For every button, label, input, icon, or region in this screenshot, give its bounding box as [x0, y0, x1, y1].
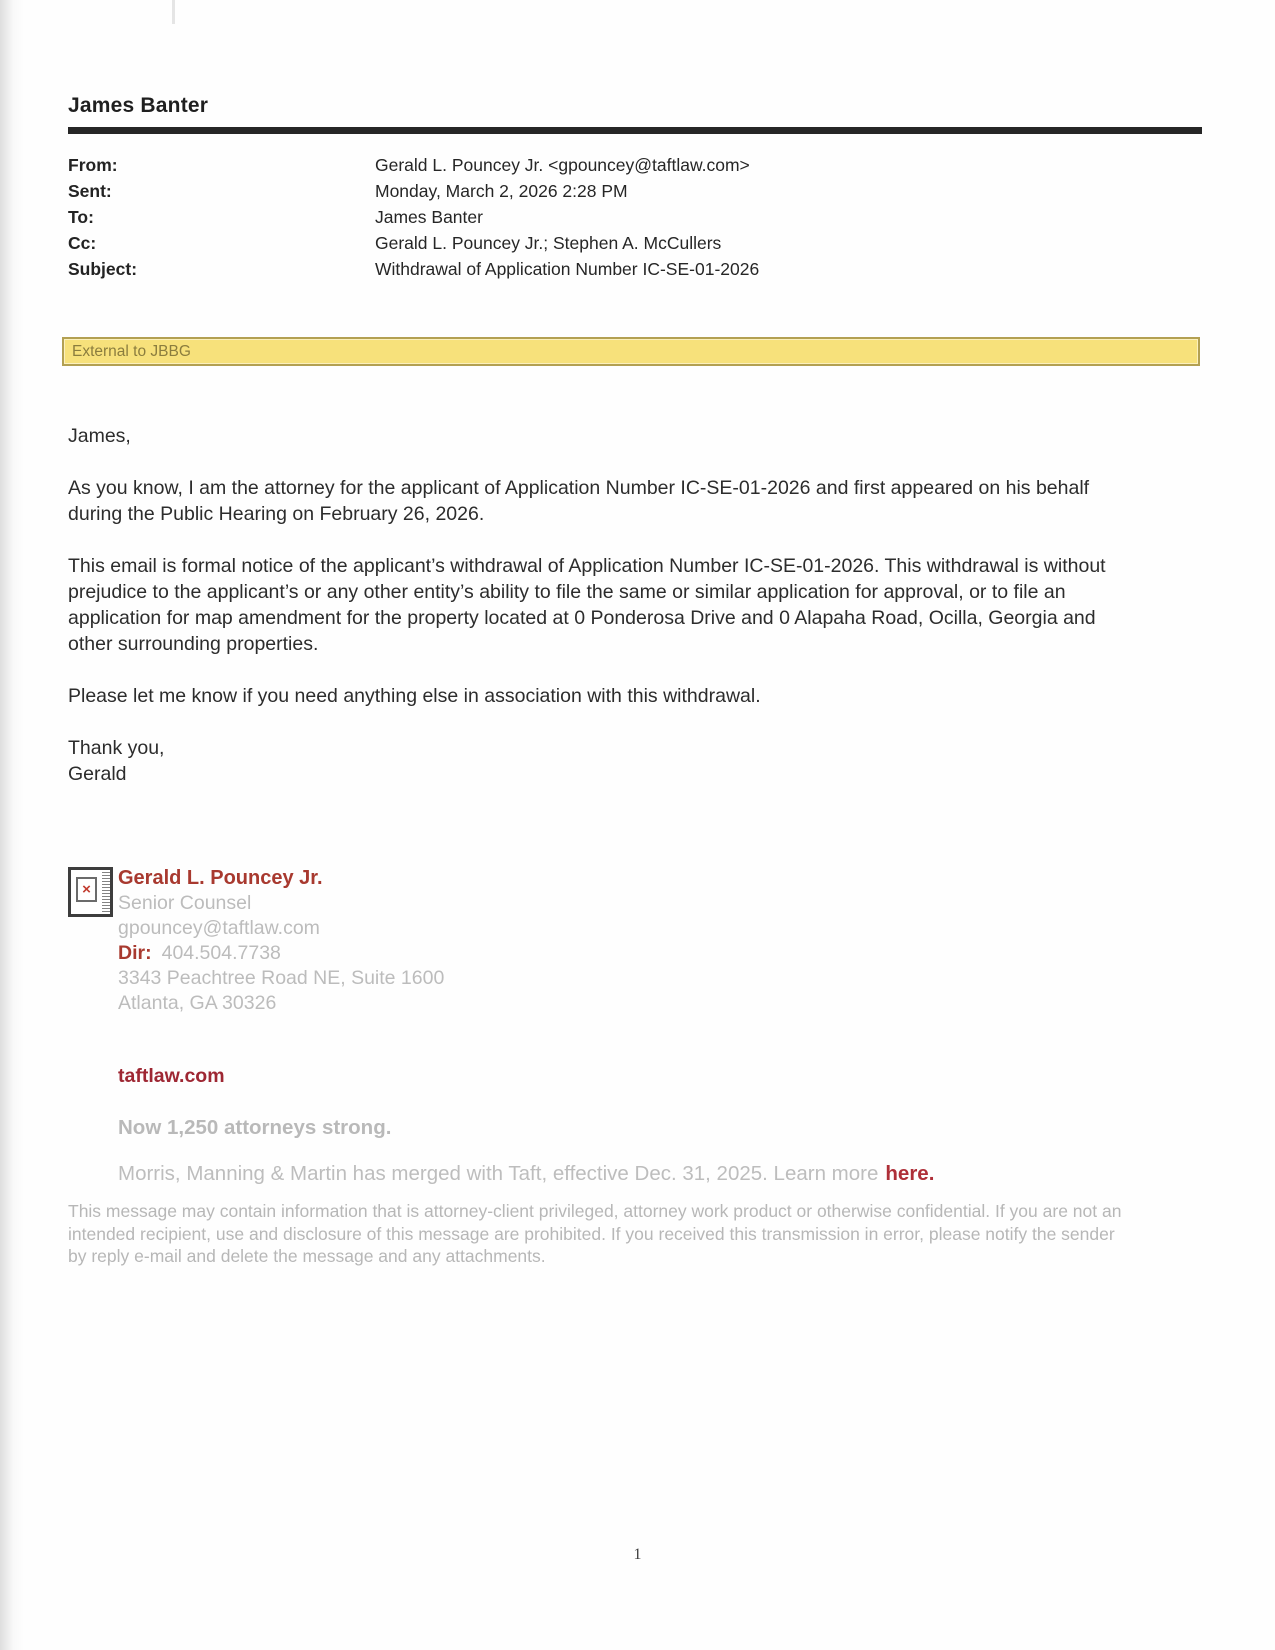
- sent-label: Sent:: [68, 181, 112, 201]
- image-alt-text-strip: [102, 872, 110, 914]
- salutation: James,: [68, 425, 131, 447]
- signature-tagline: Now 1,250 attorneys strong.: [118, 1116, 392, 1139]
- signature-block: [68, 866, 1168, 1187]
- signature-email: gpouncey@taftlaw.com: [118, 917, 320, 939]
- signature-address-1: 3343 Peachtree Road NE, Suite 1600: [118, 967, 445, 989]
- signature-phone: 404.504.7738: [161, 942, 281, 964]
- email-meta-block: [68, 152, 1202, 282]
- page-number: 1: [633, 1546, 642, 1563]
- cc-label: Cc:: [68, 233, 97, 253]
- meta-row-to: [68, 204, 1202, 230]
- body-paragraph-3: Please let me know if you need anything else in association with this withdrawal.: [68, 685, 761, 707]
- to-value: James Banter: [375, 207, 483, 227]
- merger-text: Morris, Manning & Martin has merged with Taft, effective Dec. 31, 2025. Learn more: [118, 1162, 879, 1185]
- body-paragraph-1: As you know, I am the attorney for the applicant of Application Number IC-SE-01-2026 and first appeared on his behalf during the Public Hearing on February 26, 2026.: [68, 477, 1090, 525]
- header-divider-rule: [68, 127, 1202, 134]
- email-body: [68, 423, 1143, 787]
- to-label: To:: [68, 207, 94, 227]
- external-warning-banner: [62, 337, 1200, 366]
- merger-here-link: here.: [885, 1162, 935, 1185]
- body-paragraph-2: This email is formal notice of the applicant’s withdrawal of Application Number IC-SE-01-2026. This withdrawal is without prejudice to the applicant’s or any other entity’s ability to file the same or similar application for approval, or to file an application for map amendment for the property located at 0 Ponderosa Drive and 0 Alapaha Road, Ocilla, Georgia and other surrounding properties.: [68, 555, 1106, 655]
- scan-edge-shadow: [0, 0, 24, 1650]
- external-banner-text: External to JBBG: [72, 343, 191, 360]
- red-x-icon: ×: [76, 877, 97, 902]
- subject-value: Withdrawal of Application Number IC-SE-01-2026: [375, 259, 760, 279]
- signature-title: Senior Counsel: [118, 892, 252, 914]
- from-value: Gerald L. Pouncey Jr. <gpouncey@taftlaw.com>: [375, 155, 750, 175]
- signature-phone-row: [118, 941, 1168, 966]
- signature-text: [118, 866, 1168, 1187]
- signature-name: Gerald L. Pouncey Jr.: [118, 867, 323, 889]
- meta-row-sent: [68, 178, 1202, 204]
- meta-row-subject: [68, 256, 1202, 282]
- merger-announcement: [118, 1161, 1168, 1187]
- recipient-name-header: James Banter: [68, 94, 209, 117]
- closing-thanks: Thank you,: [68, 737, 165, 759]
- dir-label: Dir:: [118, 942, 152, 964]
- signature-website: taftlaw.com: [118, 1065, 225, 1087]
- broken-image-icon: [68, 867, 113, 917]
- from-label: From:: [68, 155, 118, 175]
- meta-row-from: [68, 152, 1202, 178]
- closing-name: Gerald: [68, 763, 127, 785]
- signature-address-2: Atlanta, GA 30326: [118, 992, 277, 1014]
- scan-artifact-streak: [172, 0, 175, 24]
- confidentiality-disclaimer: This message may contain information that is attorney-client privileged, attorney work product or otherwise confidential. If you are not an intended recipient, use and disclosure of this message are prohibited. If you received this transmission in error, please notify the sender by reply e-mail and delete the message and any attachments.: [68, 1201, 1122, 1266]
- meta-row-cc: [68, 230, 1202, 256]
- subject-label: Subject:: [68, 259, 138, 279]
- cc-value: Gerald L. Pouncey Jr.; Stephen A. McCullers: [375, 233, 722, 253]
- sent-value: Monday, March 2, 2026 2:28 PM: [375, 181, 628, 201]
